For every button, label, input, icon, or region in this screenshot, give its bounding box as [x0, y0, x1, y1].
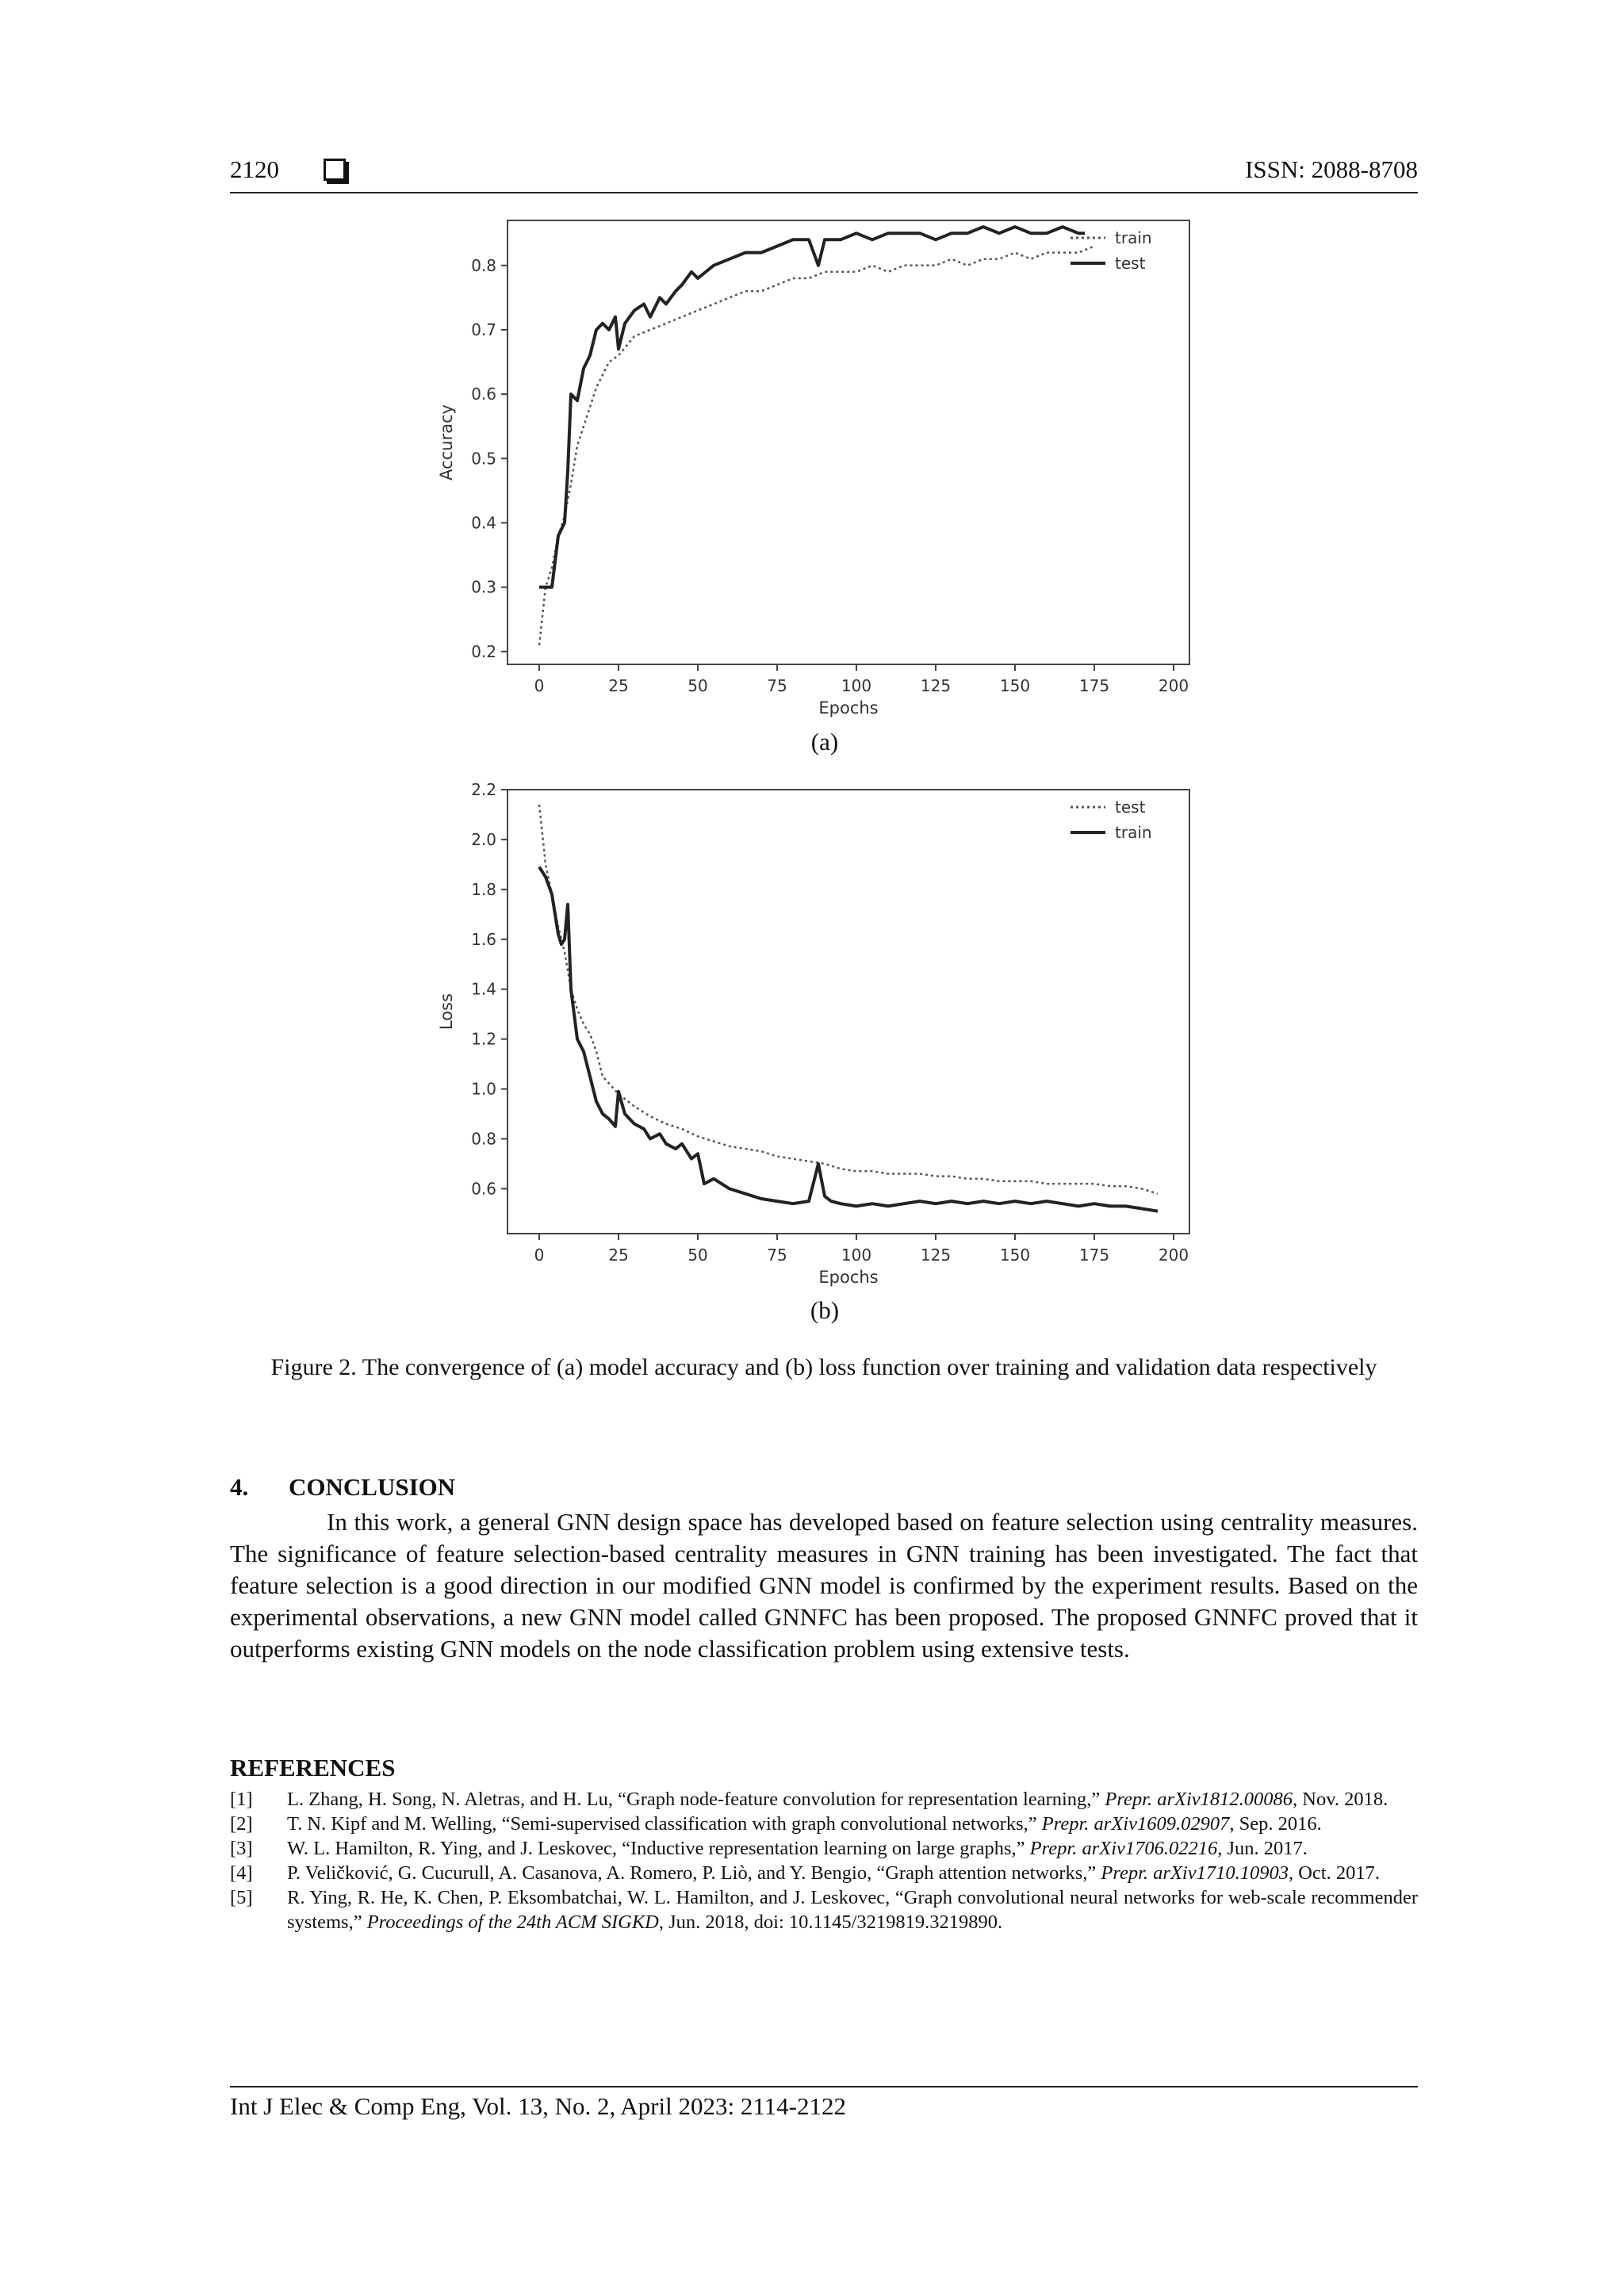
y-axis-label: Loss	[437, 993, 456, 1031]
issn: ISSN: 2088-8708	[1245, 155, 1418, 183]
y-tick-label: 1.8	[471, 879, 496, 899]
x-tick-label: 0	[534, 676, 545, 695]
section-heading	[230, 1473, 455, 1502]
conclusion-paragraph: In this work, a general GNN design space has developed based on feature selection using centrality measures. The significance of feature selection-based centrality measures in GNN training has been investigated. The fact that feature selection is a good direction in our modified GNN model is confirmed by the experiment results. Based on the experimental observations, a new GNN model called GNNFC has been proposed. The proposed GNNFC proved that it outperforms existing GNN models on the node classification problem using extensive tests.	[230, 1508, 1418, 1663]
reference-item	[230, 1861, 1418, 1885]
legend-label-train: train	[1115, 823, 1152, 842]
x-tick-label: 150	[999, 676, 1031, 695]
subfigure-b-label: (b)	[810, 1296, 840, 1324]
x-tick-label: 100	[841, 1246, 872, 1265]
y-tick-label: 0.8	[471, 1129, 496, 1149]
reference-number: [5]	[230, 1887, 253, 1908]
plot-frame	[508, 220, 1189, 664]
y-tick-label: 1.6	[471, 929, 496, 949]
references-heading: REFERENCES	[230, 1754, 396, 1781]
y-tick-label: 0.8	[471, 255, 496, 275]
reference-source: Prepr. arXiv1710.10903	[1101, 1862, 1289, 1884]
reference-tail: , Oct. 2017.	[1288, 1862, 1380, 1884]
x-tick-label: 25	[608, 1246, 629, 1265]
page-number: 2120	[230, 155, 279, 183]
y-tick-label: 1.4	[471, 979, 496, 999]
reference-tail: , Sep. 2016.	[1229, 1813, 1322, 1835]
plot-frame	[508, 790, 1189, 1234]
reference-source: Proceedings of the 24th ACM SIGKD	[366, 1911, 659, 1933]
x-tick-label: 150	[999, 1246, 1031, 1265]
reference-tail: , Nov. 2018.	[1293, 1789, 1388, 1810]
y-tick-label: 0.3	[471, 577, 496, 597]
x-tick-label: 75	[767, 1246, 787, 1265]
reference-tail: , Jun. 2018, doi: 10.1145/3219819.3219890.	[658, 1911, 1003, 1933]
y-axis-label: Accuracy	[437, 404, 456, 480]
y-tick-label: 1.2	[471, 1029, 496, 1049]
y-tick-label: 0.2	[471, 641, 496, 661]
subfigure-a-label: (a)	[810, 728, 839, 756]
legend-label-train: train	[1115, 228, 1152, 247]
reference-number: [1]	[230, 1789, 253, 1810]
figure-caption: Figure 2. The convergence of (a) model accuracy and (b) loss function over training and validation data respectively	[270, 1354, 1377, 1380]
y-tick-label: 0.5	[471, 449, 496, 469]
x-tick-label: 50	[688, 676, 708, 695]
y-tick-label: 0.6	[471, 385, 496, 404]
reference-item	[230, 1885, 1418, 1934]
reference-text: R. Ying, R. He, K. Chen, P. Eksombatchai, W. L. Hamilton, and J. Leskovec, “Graph convolutional neural networks for web-scale recommender systems,”	[287, 1887, 1418, 1933]
x-axis-label: Epochs	[818, 1268, 879, 1287]
x-tick-label: 200	[1158, 676, 1189, 695]
x-tick-label: 125	[920, 1246, 952, 1265]
y-tick-label: 2.0	[471, 829, 496, 849]
x-tick-label: 200	[1158, 1246, 1189, 1265]
running-footer: Int J Elec & Comp Eng, Vol. 13, No. 2, April 2023: 2114-2122	[230, 2086, 1418, 2121]
x-tick-label: 175	[1078, 676, 1110, 695]
x-tick-label: 100	[841, 676, 872, 695]
section-number: 4.	[230, 1473, 249, 1501]
checkbox-square-icon	[324, 159, 346, 181]
reference-text: L. Zhang, H. Song, N. Aletras, and H. Lu, “Graph node-feature convolution for representation learning,”	[287, 1789, 1105, 1810]
reference-source: Prepr. arXiv1812.00086	[1105, 1789, 1293, 1810]
x-tick-label: 125	[920, 676, 952, 695]
x-tick-label: 0	[534, 1246, 545, 1265]
y-tick-label: 0.7	[471, 320, 496, 339]
legend-label-test: test	[1115, 254, 1146, 273]
reference-number: [3]	[230, 1838, 253, 1859]
y-tick-label: 2.2	[471, 780, 496, 799]
y-tick-label: 0.4	[471, 513, 496, 533]
reference-number: [2]	[230, 1813, 253, 1835]
x-tick-label: 50	[688, 1246, 708, 1265]
reference-text: P. Veličković, G. Cucurull, A. Casanova, A. Romero, P. Liò, and Y. Bengio, “Graph attention networks,”	[287, 1862, 1101, 1884]
reference-source: Prepr. arXiv1609.02907	[1041, 1813, 1230, 1835]
x-tick-label: 25	[608, 676, 629, 695]
reference-text: W. L. Hamilton, R. Ying, and J. Leskovec, “Inductive representation learning on large graphs,”	[287, 1838, 1030, 1859]
reference-number: [4]	[230, 1862, 253, 1884]
y-tick-label: 0.6	[471, 1179, 496, 1199]
reference-text: T. N. Kipf and M. Welling, “Semi-supervised classification with graph convolutional networks,”	[287, 1813, 1042, 1835]
reference-list	[230, 1787, 1418, 1934]
reference-item	[230, 1836, 1418, 1861]
x-tick-label: 75	[767, 676, 787, 695]
reference-tail: , Jun. 2017.	[1217, 1838, 1308, 1859]
x-tick-label: 175	[1078, 1246, 1110, 1265]
accuracy-chart	[420, 206, 1213, 729]
running-header	[230, 155, 1418, 193]
section-title: CONCLUSION	[289, 1473, 456, 1501]
x-axis-label: Epochs	[818, 698, 879, 718]
legend-label-test: test	[1115, 798, 1146, 817]
reference-item	[230, 1812, 1418, 1836]
loss-chart	[420, 775, 1213, 1299]
y-tick-label: 1.0	[471, 1079, 496, 1099]
reference-item	[230, 1787, 1418, 1812]
reference-source: Prepr. arXiv1706.02216	[1029, 1838, 1218, 1859]
